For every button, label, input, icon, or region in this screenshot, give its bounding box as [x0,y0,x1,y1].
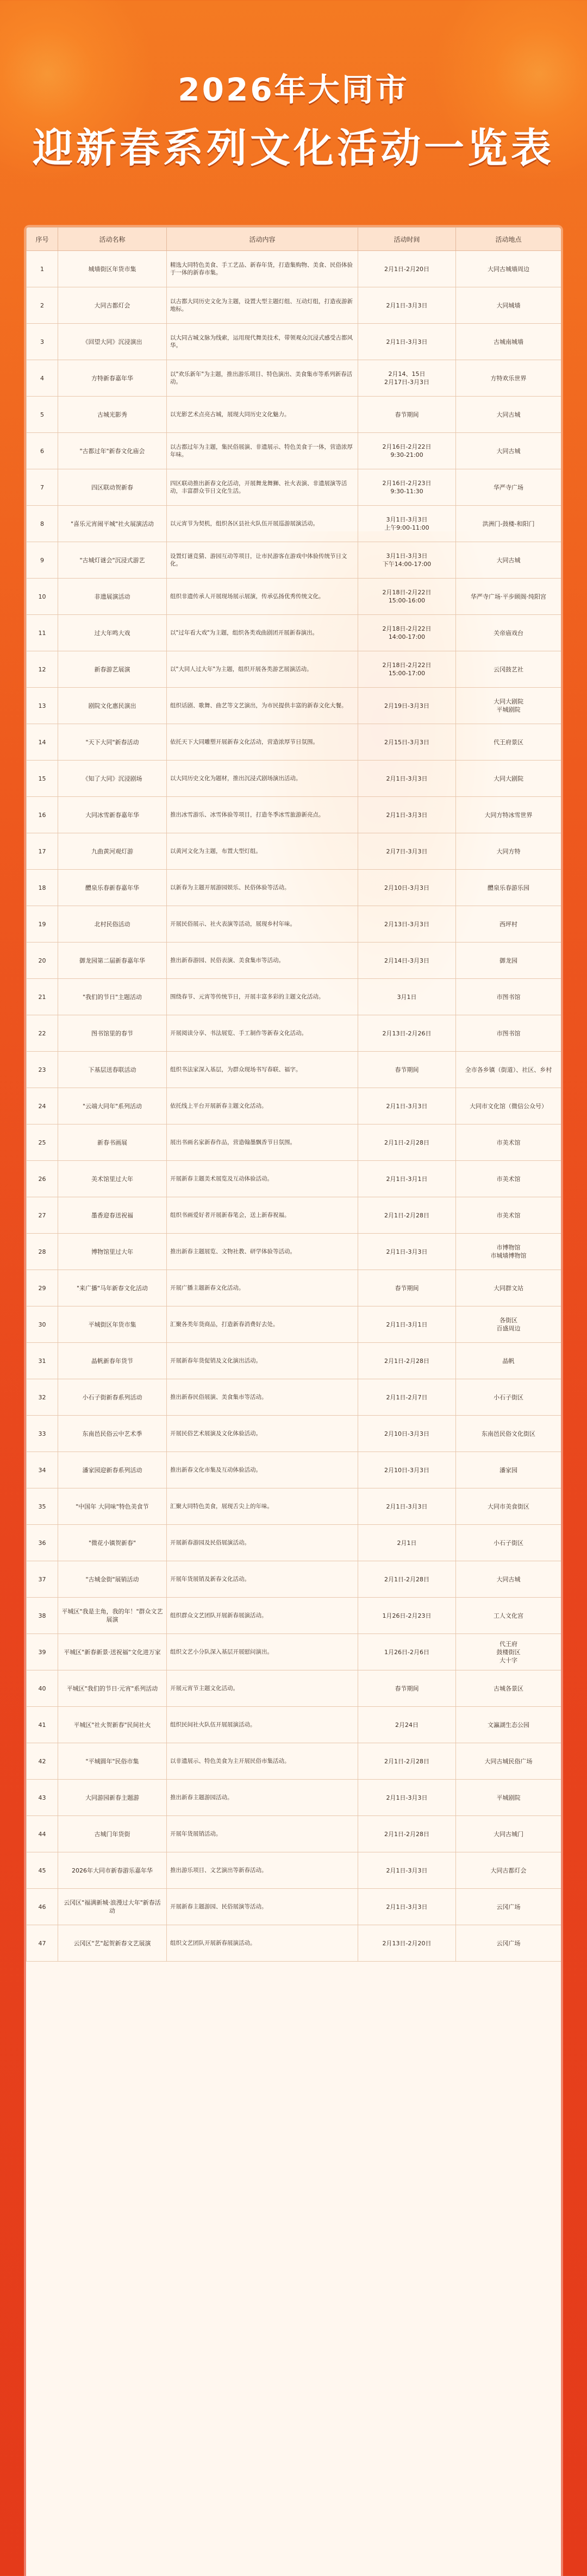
row-number: 17 [27,833,58,870]
activity-place: 市博物馆 市城墙博物馆 [456,1234,561,1270]
table-row [27,579,561,615]
activity-place: 古城各景区 [456,1670,561,1707]
activity-time: 春节期间 [358,1270,456,1306]
activity-time: 2月1日-3月3日 [358,287,456,324]
activity-time: 2月1日-2月28日 [358,1124,456,1161]
activity-place: 大同大剧院 [456,761,561,797]
row-number: 33 [27,1416,58,1452]
activity-place: 大同古城墙周边 [456,251,561,287]
row-number: 16 [27,797,58,833]
table-row [27,287,561,324]
activity-name: 下基层送春联活动 [58,1052,167,1088]
activity-time: 2月1日-3月3日 [358,1088,456,1124]
activity-time: 2月1日-2月28日 [358,1343,456,1379]
activity-time: 2月10日-3月3日 [358,1452,456,1488]
activity-place: 大同市美食街区 [456,1488,561,1525]
table-row [27,1270,561,1306]
schedule-sheet [26,227,561,2576]
row-number: 21 [27,979,58,1015]
activity-time: 3月1日-3月3日 上午9:00-11:00 [358,506,456,542]
row-number: 28 [27,1234,58,1270]
activity-name: "喜乐元宵闹平城"社火展演活动 [58,506,167,542]
row-number: 5 [27,397,58,433]
activity-time: 2月1日-3月1日 [358,1306,456,1343]
activity-time: 2月1日-2月20日 [358,251,456,287]
activity-time: 2月1日-3月3日 [358,1852,456,1889]
activity-name: 墨香迎春送祝福 [58,1197,167,1234]
table-row [27,1634,561,1670]
row-number: 12 [27,651,58,688]
table-row [27,761,561,797]
table-row [27,360,561,397]
row-number: 40 [27,1670,58,1707]
activity-name: 图书馆里的春节 [58,1015,167,1052]
activity-place: 晶帆 [456,1343,561,1379]
activity-place: 洪洲门-鼓楼-和阳门 [456,506,561,542]
row-number: 44 [27,1816,58,1852]
activity-content: 组织非遗传承人开展现场展示展演，传承弘扬优秀传统文化。 [167,579,358,615]
activity-content: 推出新春游园、民俗表演、美食集市等活动。 [167,943,358,979]
row-number: 6 [27,433,58,469]
activity-content: 组织书画爱好者开展新春笔会，送上新春祝福。 [167,1197,358,1234]
activity-time: 2月1日-3月3日 [358,761,456,797]
activity-name: 新春书画展 [58,1124,167,1161]
activity-content: 开展民俗展示、社火表演等活动，展现乡村年味。 [167,906,358,943]
activity-name: 新春游艺展演 [58,651,167,688]
table-row [27,651,561,688]
activity-content: 以新春为主题开展游园娱乐、民俗体验等活动。 [167,870,358,906]
row-number: 25 [27,1124,58,1161]
activity-time: 2月14、15日 2月17日-3月3日 [358,360,456,397]
row-number: 45 [27,1852,58,1889]
table-row [27,1379,561,1416]
activity-name: 平城区"社火贺新春"民间社火 [58,1707,167,1743]
activity-time: 3月1日 [358,979,456,1015]
activity-place: 市美术馆 [456,1161,561,1197]
activity-place: 代王府景区 [456,724,561,761]
row-number: 38 [27,1598,58,1634]
activity-time: 2月1日-3月3日 [358,1889,456,1925]
activity-content: 设置灯谜竞猜、游园互动等项目，让市民游客在游戏中体验传统节日文化。 [167,542,358,579]
table-row [27,979,561,1015]
row-number: 1 [27,251,58,287]
activity-content: 以"大同人过大年"为主题，组织开展各类游艺展演活动。 [167,651,358,688]
activity-content: 以古都大同历史文化为主题，设置大型主题灯组、互动灯组，打造夜游新地标。 [167,287,358,324]
activity-name: 平城街区年货市集 [58,1306,167,1343]
table-row [27,906,561,943]
activity-time: 春节期间 [358,1670,456,1707]
row-number: 3 [27,324,58,360]
activity-name: "天下大同"新春活动 [58,724,167,761]
activity-time: 2月16日-2月22日 9:30-21:00 [358,433,456,469]
row-number: 34 [27,1452,58,1488]
activity-name: 大同古都灯会 [58,287,167,324]
activity-content: 以"欢乐新年"为主题，推出游乐项目、特色演出、美食集市等系列新春活动。 [167,360,358,397]
activity-time: 2月1日-3月3日 [358,1488,456,1525]
table-row [27,1088,561,1124]
row-number: 31 [27,1343,58,1379]
activity-place: 大同古城门 [456,1816,561,1852]
activity-place: 大同方特冰雪世界 [456,797,561,833]
activity-name: "古城灯谜会"沉浸式游艺 [58,542,167,579]
row-number: 43 [27,1780,58,1816]
activity-time: 2月16日-2月23日 9:30-11:30 [358,469,456,506]
activity-place: 小石子街区 [456,1379,561,1416]
activity-time: 2月24日 [358,1707,456,1743]
table-row [27,1452,561,1488]
header-place: 活动地点 [456,228,561,251]
activity-content: 开展阅读分享、书法展览、手工制作等新春文化活动。 [167,1015,358,1052]
activity-place: 云冈广场 [456,1889,561,1925]
row-number: 35 [27,1488,58,1525]
activity-name: "来广播"马年新春文化活动 [58,1270,167,1306]
activity-content: 以光影艺术点亮古城，展现大同历史文化魅力。 [167,397,358,433]
row-number: 32 [27,1379,58,1416]
activity-place: 大同方特 [456,833,561,870]
activity-place: 市美术馆 [456,1197,561,1234]
activity-content: 依托线上平台开展新春主题文化活动。 [167,1088,358,1124]
table-row [27,1598,561,1634]
activity-place: 大同古城民俗广场 [456,1743,561,1780]
activity-name: 剧院文化惠民演出 [58,688,167,724]
activity-place: 御龙园 [456,943,561,979]
activity-content: 汇聚各类年货商品，打造新春消费好去处。 [167,1306,358,1343]
row-number: 15 [27,761,58,797]
activity-name: 御龙园第二届新春嘉年华 [58,943,167,979]
header-no: 序号 [27,228,58,251]
activity-content: 推出冰雪游乐、冰雪体验等项目，打造冬季冰雪旅游新亮点。 [167,797,358,833]
activity-name: "古都过年"新春文化庙会 [58,433,167,469]
activity-place: 古城南城墙 [456,324,561,360]
activity-content: 推出游乐项目、文艺演出等新春活动。 [167,1852,358,1889]
activity-content: 组织话剧、歌舞、曲艺等文艺演出，为市民提供丰富的新春文化大餐。 [167,688,358,724]
activity-content: 以非遗展示、特色美食为主开展民俗市集活动。 [167,1743,358,1780]
activity-time: 2月1日-3月1日 [358,1161,456,1197]
table-row [27,1306,561,1343]
activity-name: "平城圆年"民俗市集 [58,1743,167,1780]
activity-content: 依托天下大同雕塑开展新春文化活动，营造浓厚节日氛围。 [167,724,358,761]
row-number: 41 [27,1707,58,1743]
activity-time: 2月1日-2月28日 [358,1816,456,1852]
activity-place: 大同大剧院 平城剧院 [456,688,561,724]
activity-time: 2月10日-3月3日 [358,1416,456,1452]
activity-place: 市美术馆 [456,1124,561,1161]
page-title: 迎新春系列文化活动一览表 [33,125,554,172]
row-number: 2 [27,287,58,324]
activity-content: 推出新春主题游园活动。 [167,1780,358,1816]
header-content: 活动内容 [167,228,358,251]
activity-content: 四区联动推出新春文化活动，开展舞龙舞狮、社火表演、非遗展演等活动，丰富群众节日文化生活。 [167,469,358,506]
table-row [27,1816,561,1852]
activity-content: 展出书画名家新春作品，营造翰墨飘香节日氛围。 [167,1124,358,1161]
activity-name: 过大年鸣大戏 [58,615,167,651]
activity-place: 大同群文站 [456,1270,561,1306]
table-header-row [27,228,561,251]
activity-content: 汇聚大同特色美食，展现舌尖上的年味。 [167,1488,358,1525]
activity-time: 3月1日-3月3日 下午14:00-17:00 [358,542,456,579]
table-row [27,833,561,870]
activity-content: 以元宵节为契机，组织各区县社火队伍开展巡游展演活动。 [167,506,358,542]
activity-place: 东南邑民俗文化街区 [456,1416,561,1452]
activity-content: 以大同古城文脉为线索，运用现代舞美技术，带领观众沉浸式感受古都风华。 [167,324,358,360]
activity-time: 2月18日-2月22日 14:00-17:00 [358,615,456,651]
row-number: 9 [27,542,58,579]
row-number: 39 [27,1634,58,1670]
table-row [27,724,561,761]
activity-content: 推出新春主题展览、文物社教、研学体验等活动。 [167,1234,358,1270]
table-row [27,542,561,579]
table-row [27,251,561,287]
activity-content: 精选大同特色美食、手工艺品、新春年货，打造集购物、美食、民俗体验于一体的新春市集。 [167,251,358,287]
activity-name: 古城光影秀 [58,397,167,433]
activity-time: 2月15日-3月3日 [358,724,456,761]
table-row [27,1780,561,1816]
activity-content: 组织民间社火队伍开展展演活动。 [167,1707,358,1743]
table-row [27,397,561,433]
activity-time: 2月1日-3月3日 [358,1780,456,1816]
table-row [27,1889,561,1925]
activity-content: 推出新春民俗展演、美食集市等活动。 [167,1379,358,1416]
activity-name: 大同冰雪新春嘉年华 [58,797,167,833]
activity-place: 代王府 鼓楼街区 大十字 [456,1634,561,1670]
activity-name: 四区联动贺新春 [58,469,167,506]
row-number: 8 [27,506,58,542]
activity-name: 平城区"新春新景·送祝福"文化进万家 [58,1634,167,1670]
table-row [27,688,561,724]
activity-name: 方特新春嘉年华 [58,360,167,397]
row-number: 47 [27,1925,58,1962]
activity-time: 春节期间 [358,1052,456,1088]
row-number: 11 [27,615,58,651]
activity-place: 醴泉乐春游乐园 [456,870,561,906]
row-number: 42 [27,1743,58,1780]
activity-place: 华严寺广场·平步顾阁·纯阳宫 [456,579,561,615]
activity-name: 九曲黄河观灯游 [58,833,167,870]
activity-time: 2月13日-2月26日 [358,1015,456,1052]
activity-name: 古城门年货街 [58,1816,167,1852]
activity-content: 组织文艺小分队深入基层开展慰问演出。 [167,1634,358,1670]
table-row [27,324,561,360]
table-row [27,433,561,469]
table-row [27,1670,561,1707]
activity-time: 2月1日-2月28日 [358,1743,456,1780]
table-row [27,469,561,506]
header [0,64,587,174]
activity-time: 2月10日-3月3日 [358,870,456,906]
activity-content: 组织书法家深入基层，为群众现场书写春联、福字。 [167,1052,358,1088]
activity-time: 2月18日-2月22日 15:00-16:00 [358,579,456,615]
activity-name: 大同游园新春主题游 [58,1780,167,1816]
table-row [27,1124,561,1161]
row-number: 30 [27,1306,58,1343]
activity-place: 大同城墙 [456,287,561,324]
table-row [27,1743,561,1780]
activity-time: 2月1日-3月3日 [358,324,456,360]
activity-name: 博物馆里过大年 [58,1234,167,1270]
activity-place: 小石子街区 [456,1525,561,1561]
activity-name: 云冈区"艺"起贺新春文艺展演 [58,1925,167,1962]
table-row [27,1343,561,1379]
activity-place: 关帝庙戏台 [456,615,561,651]
activity-name: 城墙街区年货市集 [58,251,167,287]
activity-place: 市图书馆 [456,979,561,1015]
row-number: 24 [27,1088,58,1124]
activity-name: 东南邑民俗云中艺术季 [58,1416,167,1452]
activity-content: 以古都过年为主题，集民俗展演、非遗展示、特色美食于一体，营造浓厚年味。 [167,433,358,469]
title-year: 2026年大同市 [178,71,409,108]
activity-time: 2月13日-3月3日 [358,906,456,943]
activity-place: 大同市文化馆（微信公众号） [456,1088,561,1124]
activity-table [26,227,561,1962]
activity-content: 推出新春文化市集及互动体验活动。 [167,1452,358,1488]
activity-content: 开展年货展销及新春文化活动。 [167,1561,358,1598]
table-row [27,615,561,651]
row-number: 13 [27,688,58,724]
activity-content: 以"过年看大戏"为主题，组织各类戏曲剧团开展新春演出。 [167,615,358,651]
table-row [27,1488,561,1525]
activity-time: 2月19日-3月3日 [358,688,456,724]
activity-place: 全市各乡镇（街道）、社区、乡村 [456,1052,561,1088]
table-row [27,1925,561,1962]
activity-place: 华严寺广场 [456,469,561,506]
row-number: 10 [27,579,58,615]
activity-time: 春节期间 [358,397,456,433]
row-number: 36 [27,1525,58,1561]
activity-place: 云冈广场 [456,1925,561,1962]
table-row [27,943,561,979]
activity-time: 2月1日-2月7日 [358,1379,456,1416]
activity-name: 2026年大同市新春游乐嘉年华 [58,1852,167,1889]
row-number: 22 [27,1015,58,1052]
table-row [27,1015,561,1052]
activity-name: 《知了大同》沉浸剧场 [58,761,167,797]
row-number: 27 [27,1197,58,1234]
table-row [27,1197,561,1234]
row-number: 37 [27,1561,58,1598]
activity-name: "我们的节日"主题活动 [58,979,167,1015]
activity-name: 潘家园迎新春系列活动 [58,1452,167,1488]
activity-content: 开展元宵节主题文化活动。 [167,1670,358,1707]
activity-content: 开展新春游园及民俗展演活动。 [167,1525,358,1561]
activity-content: 围绕春节、元宵等传统节日，开展丰富多彩的主题文化活动。 [167,979,358,1015]
activity-name: "云端大同年"系列活动 [58,1088,167,1124]
activity-name: 《回望大同》沉浸演出 [58,324,167,360]
row-number: 18 [27,870,58,906]
table-row [27,797,561,833]
activity-name: 非遗展演活动 [58,579,167,615]
table-row [27,1416,561,1452]
activity-time: 2月13日-2月20日 [358,1925,456,1962]
table-row [27,1052,561,1088]
activity-name: 美术馆里过大年 [58,1161,167,1197]
activity-name: 平城区"我是主角，我的年！"群众文艺展演 [58,1598,167,1634]
activity-content: 组织群众文艺团队开展新春展演活动。 [167,1598,358,1634]
activity-content: 开展新春主题美术展览及互动体验活动。 [167,1161,358,1197]
table-row [27,1525,561,1561]
activity-name: "中国年 大同味"特色美食节 [58,1488,167,1525]
table-row [27,1161,561,1197]
activity-place: 云冈鼓艺社 [456,651,561,688]
activity-time: 2月1日-3月3日 [358,1234,456,1270]
row-number: 19 [27,906,58,943]
activity-place: 各街区 百盛周边 [456,1306,561,1343]
activity-place: 大同古城 [456,1561,561,1598]
activity-time: 2月1日-2月28日 [358,1197,456,1234]
activity-content: 以大同历史文化为题材，推出沉浸式剧场演出活动。 [167,761,358,797]
activity-content: 开展民俗艺术展演及文化体验活动。 [167,1416,358,1452]
activity-name: 云冈区"福满新城·浪漫过大年"新春活动 [58,1889,167,1925]
activity-place: 工人文化宫 [456,1598,561,1634]
activity-name: 小石子街新春系列活动 [58,1379,167,1416]
header-name: 活动名称 [58,228,167,251]
activity-time: 1月26日-2月23日 [358,1598,456,1634]
activity-content: 开展新春主题游园、民俗展演等活动。 [167,1889,358,1925]
activity-place: 市图书馆 [456,1015,561,1052]
activity-place: 潘家园 [456,1452,561,1488]
activity-content: 组织文艺团队开展新春展演活动。 [167,1925,358,1962]
activity-content: 开展新春年货促销及文化演出活动。 [167,1343,358,1379]
row-number: 23 [27,1052,58,1088]
activity-name: "微花小镇贺新春" [58,1525,167,1561]
row-number: 20 [27,943,58,979]
table-row [27,1234,561,1270]
activity-time: 2月7日-3月3日 [358,833,456,870]
table-row [27,1707,561,1743]
table-row [27,870,561,906]
activity-time: 2月1日-3月3日 [358,797,456,833]
activity-place: 西坪村 [456,906,561,943]
activity-name: 平城区"我们的节日·元宵"系列活动 [58,1670,167,1707]
header-time: 活动时间 [358,228,456,251]
row-number: 29 [27,1270,58,1306]
activity-place: 文瀛湖生态公园 [456,1707,561,1743]
activity-name: 北村民俗活动 [58,906,167,943]
activity-content: 开展年货展销活动。 [167,1816,358,1852]
row-number: 14 [27,724,58,761]
activity-place: 大同古城 [456,433,561,469]
row-number: 4 [27,360,58,397]
activity-place: 平城剧院 [456,1780,561,1816]
row-number: 46 [27,1889,58,1925]
activity-time: 2月14日-3月3日 [358,943,456,979]
activity-name: 晶帆新春年货节 [58,1343,167,1379]
row-number: 26 [27,1161,58,1197]
table-row [27,1561,561,1598]
activity-time: 2月18日-2月22日 15:00-17:00 [358,651,456,688]
activity-time: 1月26日-2月6日 [358,1634,456,1670]
row-number: 7 [27,469,58,506]
activity-place: 大同古都灯会 [456,1852,561,1889]
activity-time: 2月1日-2月28日 [358,1561,456,1598]
activity-place: 大同古城 [456,542,561,579]
activity-content: 开展广播主题新春文化活动。 [167,1270,358,1306]
activity-place: 大同古城 [456,397,561,433]
activity-place: 方特欢乐世界 [456,360,561,397]
activity-name: 醴泉乐春新春嘉年华 [58,870,167,906]
activity-time: 2月1日 [358,1525,456,1561]
table-row [27,506,561,542]
activity-name: "古城金街"展销活动 [58,1561,167,1598]
table-row [27,1852,561,1889]
activity-content: 以黄河文化为主题，布置大型灯组。 [167,833,358,870]
